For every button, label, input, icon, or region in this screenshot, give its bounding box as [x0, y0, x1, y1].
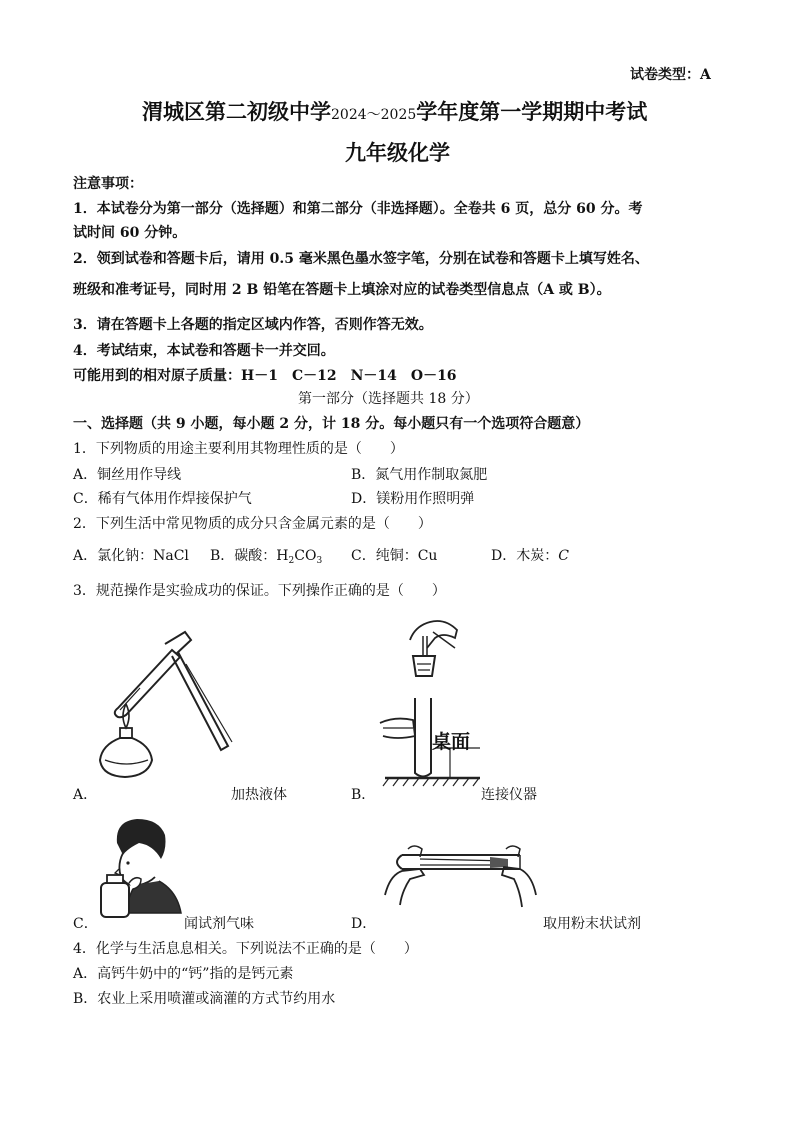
- atomic-masses: 可能用到的相对原子质量：H－1 C－12 N－14 O－16: [73, 368, 457, 384]
- notice-item-1-line-1: 1．本试卷分为第一部分（选择题）和第二部分（非选择题）。全卷共 6 页，总分 60 分。考: [73, 201, 643, 217]
- notice-heading: 注意事项：: [73, 176, 143, 192]
- q2-option-d: [491, 545, 569, 565]
- figure-c-smelling-reagent: [95, 815, 185, 920]
- q2-option-b-sub1: 2: [288, 556, 295, 566]
- q2-stem: 2．下列生活中常见物质的成分只含金属元素的是（ ）: [73, 516, 432, 532]
- q2-option-d-prefix: D．木炭：: [491, 548, 559, 564]
- q1-option-d: D．镁粉用作照明弹: [351, 491, 475, 507]
- q2-option-a: A．氯化钠：NaCl: [73, 548, 189, 564]
- q2-option-b-prefix: B．碳酸：H: [210, 548, 289, 564]
- section-heading: 一、选择题（共 9 小题，每小题 2 分，计 18 分。每小题只有一个选项符合题意）: [73, 416, 590, 432]
- q3-option-a-caption: 加热液体: [231, 787, 287, 803]
- q2-option-c: C．纯铜：Cu: [351, 548, 438, 564]
- title-years: 2024～2025: [331, 107, 417, 123]
- q2-option-d-formula: C: [558, 548, 569, 564]
- q3-option-d-label: D．: [351, 916, 377, 932]
- q3-option-b-label: B．: [351, 787, 376, 803]
- part1-heading: 第一部分（选择题共 18 分）: [298, 391, 479, 407]
- q2-option-b-mid: CO: [294, 548, 317, 564]
- notice-item-2-line-2: 班级和准考证号，同时用 2 B 铅笔在答题卡上填涂对应的试卷类型信息点（A 或 B）。: [73, 282, 611, 298]
- q3-option-c-label: C．: [73, 916, 98, 932]
- q3-option-a-label: A．: [73, 787, 98, 803]
- notice-item-1-line-2: 试时间 60 分钟。: [73, 225, 187, 241]
- figure-b-desk-label: 桌面: [432, 731, 471, 753]
- title-school: 渭城区第二初级中学: [142, 99, 331, 124]
- notice-item-3: 3．请在答题卡上各题的指定区域内作答，否则作答无效。: [73, 317, 433, 333]
- notice-item-4: 4．考试结束，本试卷和答题卡一并交回。: [73, 343, 335, 359]
- page-title: [142, 96, 647, 126]
- q2-option-b: [210, 545, 322, 566]
- q3-option-c-caption: 闻试剂气味: [184, 916, 254, 932]
- q1-stem: 1．下列物质的用途主要利用其物理性质的是（ ）: [73, 441, 404, 457]
- figure-b-connecting-apparatus: [375, 608, 495, 788]
- page-subtitle: 九年级化学: [345, 140, 450, 165]
- figure-d-taking-powder: [380, 835, 540, 915]
- q2-option-b-sub2: 3: [316, 556, 323, 566]
- q4-stem: 4．化学与生活息息相关。下列说法不正确的是（ ）: [73, 941, 418, 957]
- q4-option-a: A．高钙牛奶中的“钙”指的是钙元素: [73, 966, 294, 982]
- q1-option-a: A．铜丝用作导线: [73, 467, 182, 483]
- q3-option-d-caption: 取用粉末状试剂: [543, 916, 641, 932]
- q3-option-b-caption: 连接仪器: [481, 787, 537, 803]
- title-term: 学年度第一学期期中考试: [416, 99, 648, 124]
- paper-type: 试卷类型：A: [630, 67, 711, 83]
- q1-option-c: C．稀有气体用作焊接保护气: [73, 491, 252, 507]
- notice-item-2-line-1: 2．领到试卷和答题卡后，请用 0.5 毫米黑色墨水签字笔，分别在试卷和答题卡上填写姓名、: [73, 251, 649, 267]
- q1-option-b: B．氮气用作制取氮肥: [351, 467, 488, 483]
- figure-a-heating-liquid: [90, 620, 240, 785]
- q3-stem: 3．规范操作是实验成功的保证。下列操作正确的是（ ）: [73, 583, 446, 599]
- q4-option-b: B．农业上采用喷灌或滴灌的方式节约用水: [73, 991, 336, 1007]
